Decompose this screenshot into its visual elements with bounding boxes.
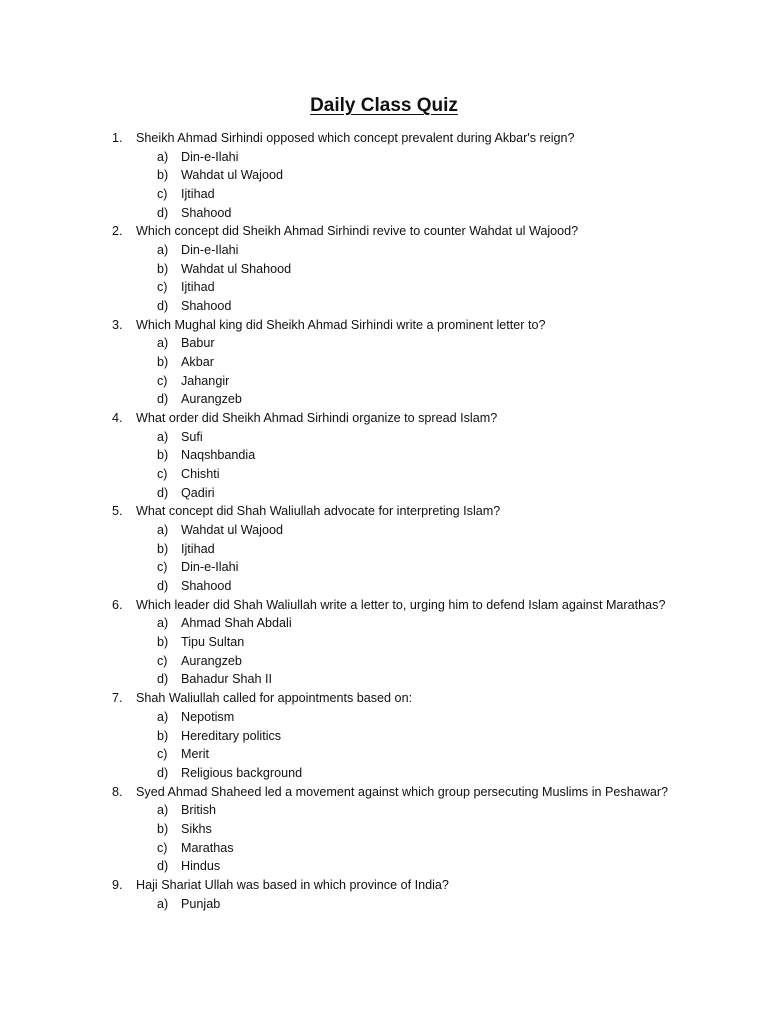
- option-text: Bahadur Shah II: [181, 672, 273, 687]
- question-item: [0, 502, 768, 521]
- option-text: Wahdat ul Wajood: [181, 523, 283, 538]
- option-text: Babur: [181, 336, 215, 351]
- question-item: [0, 222, 768, 241]
- question-text: Which leader did Shah Waliullah write a letter to, urging him to defend Islam against Marathas?: [136, 597, 666, 612]
- option-text: Shahood: [181, 579, 232, 594]
- option-letter: b): [157, 261, 169, 276]
- option-text: Wahdat ul Shahood: [181, 261, 292, 276]
- question-text: What order did Sheikh Ahmad Sirhindi organize to spread Islam?: [136, 411, 498, 426]
- option-text: Akbar: [181, 355, 214, 370]
- option-letter: b): [157, 448, 169, 463]
- option-text: Wahdat ul Wajood: [181, 168, 283, 183]
- option-letter: d): [157, 859, 169, 874]
- answer-option: [0, 670, 768, 689]
- option-text: Tipu Sultan: [181, 635, 245, 650]
- answer-option: [0, 166, 768, 185]
- question-number: 3.: [112, 317, 123, 332]
- answer-option: [0, 820, 768, 839]
- quiz-list: [0, 129, 768, 913]
- option-letter: d): [157, 672, 169, 687]
- question-number: 5.: [112, 504, 123, 519]
- option-text: Ahmad Shah Abdali: [181, 616, 292, 631]
- answer-option: [0, 185, 768, 204]
- option-letter: d): [157, 205, 169, 220]
- option-letter: b): [157, 541, 169, 556]
- option-letter: b): [157, 355, 169, 370]
- option-text: Religious background: [181, 765, 303, 780]
- option-letter: d): [157, 392, 169, 407]
- option-text: Nepotism: [181, 709, 235, 724]
- option-text: Qadiri: [181, 485, 215, 500]
- option-text: British: [181, 803, 216, 818]
- option-letter: c): [157, 373, 168, 388]
- option-letter: c): [157, 187, 168, 202]
- option-text: Din-e-Ilahi: [181, 243, 239, 258]
- answer-option: [0, 353, 768, 372]
- option-letter: d): [157, 765, 169, 780]
- answer-option: [0, 614, 768, 633]
- question-item: [0, 596, 768, 615]
- answer-option: [0, 204, 768, 223]
- answer-option: [0, 260, 768, 279]
- option-letter: c): [157, 653, 168, 668]
- answer-option: [0, 540, 768, 559]
- question-item: [0, 689, 768, 708]
- option-text: Ijtihad: [181, 187, 215, 202]
- option-letter: c): [157, 840, 168, 855]
- option-letter: d): [157, 579, 169, 594]
- answer-option: [0, 652, 768, 671]
- option-letter: a): [157, 336, 169, 351]
- option-text: Chishti: [181, 467, 220, 482]
- option-letter: d): [157, 299, 169, 314]
- answer-option: [0, 446, 768, 465]
- answer-option: [0, 727, 768, 746]
- option-letter: a): [157, 709, 169, 724]
- option-text: Sikhs: [181, 821, 212, 836]
- option-letter: c): [157, 467, 168, 482]
- answer-option: [0, 278, 768, 297]
- option-text: Sufi: [181, 429, 203, 444]
- answer-option: [0, 801, 768, 820]
- option-text: Shahood: [181, 205, 232, 220]
- question-item: [0, 129, 768, 148]
- option-text: Hindus: [181, 859, 221, 874]
- option-text: Aurangzeb: [181, 653, 242, 668]
- question-item: [0, 409, 768, 428]
- answer-option: [0, 577, 768, 596]
- question-item: [0, 316, 768, 335]
- option-text: Jahangir: [181, 373, 230, 388]
- question-item: [0, 783, 768, 802]
- option-text: Ijtihad: [181, 541, 215, 556]
- option-text: Naqshbandia: [181, 448, 256, 463]
- option-text: Ijtihad: [181, 280, 215, 295]
- answer-option: [0, 484, 768, 503]
- answer-option: [0, 633, 768, 652]
- option-letter: b): [157, 635, 169, 650]
- option-letter: a): [157, 803, 169, 818]
- answer-option: [0, 334, 768, 353]
- question-number: 6.: [112, 597, 123, 612]
- question-text: Sheikh Ahmad Sirhindi opposed which concept prevalent during Akbar's reign?: [136, 131, 575, 145]
- answer-option: [0, 390, 768, 409]
- option-letter: c): [157, 280, 168, 295]
- option-text: Shahood: [181, 299, 232, 314]
- option-letter: b): [157, 728, 169, 743]
- answer-option: [0, 708, 768, 727]
- option-letter: a): [157, 429, 169, 444]
- question-number: 9.: [112, 877, 123, 892]
- option-letter: a): [157, 896, 169, 911]
- option-letter: c): [157, 747, 168, 762]
- question-text: Syed Ahmad Shaheed led a movement against which group persecuting Muslims in Peshawar?: [136, 784, 669, 799]
- option-text: Din-e-Ilahi: [181, 560, 239, 575]
- answer-option: [0, 372, 768, 391]
- question-text: What concept did Shah Waliullah advocate for interpreting Islam?: [136, 504, 501, 519]
- option-letter: b): [157, 821, 169, 836]
- question-item: [0, 876, 768, 895]
- answer-option: [0, 428, 768, 447]
- answer-option: [0, 521, 768, 540]
- answer-option: [0, 558, 768, 577]
- answer-option: [0, 465, 768, 484]
- option-text: Hereditary politics: [181, 728, 282, 743]
- answer-option: [0, 745, 768, 764]
- question-number: 7.: [112, 691, 123, 706]
- answer-option: [0, 764, 768, 783]
- answer-option: [0, 241, 768, 260]
- answer-option: [0, 297, 768, 316]
- answer-option: [0, 857, 768, 876]
- question-text: Haji Shariat Ullah was based in which province of India?: [136, 877, 449, 892]
- option-letter: a): [157, 149, 169, 164]
- question-text: Which Mughal king did Sheikh Ahmad Sirhindi write a prominent letter to?: [136, 317, 546, 332]
- answer-option: [0, 895, 768, 914]
- question-number: 2.: [112, 224, 123, 239]
- option-letter: d): [157, 485, 169, 500]
- option-text: Merit: [181, 747, 209, 762]
- option-text: Aurangzeb: [181, 392, 242, 407]
- question-text: Shah Waliullah called for appointments based on:: [136, 691, 413, 706]
- option-text: Punjab: [181, 896, 221, 911]
- option-text: Din-e-Ilahi: [181, 149, 239, 164]
- question-text: Which concept did Sheikh Ahmad Sirhindi revive to counter Wahdat ul Wajood?: [136, 224, 579, 239]
- option-letter: b): [157, 168, 169, 183]
- option-letter: a): [157, 523, 169, 538]
- option-letter: a): [157, 243, 169, 258]
- answer-option: [0, 148, 768, 167]
- answer-option: [0, 839, 768, 858]
- option-letter: a): [157, 616, 169, 631]
- question-number: 4.: [112, 411, 123, 426]
- option-text: Marathas: [181, 840, 234, 855]
- page-title: Daily Class Quiz: [310, 95, 458, 116]
- option-letter: c): [157, 560, 168, 575]
- question-number: 8.: [112, 784, 123, 799]
- question-number: 1.: [112, 131, 123, 145]
